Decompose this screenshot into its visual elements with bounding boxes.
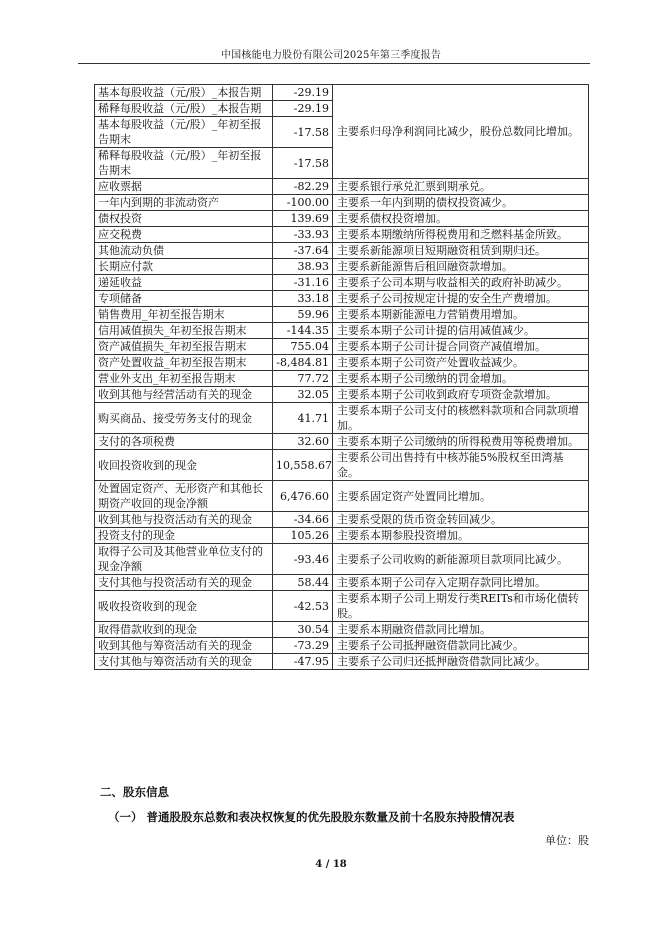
table-row	[95, 544, 589, 575]
table-row	[95, 291, 589, 307]
item-cell: 取得借款收到的现金	[95, 622, 273, 638]
reason-cell: 主要系本期子公司存入定期存款同比增加。	[333, 575, 589, 591]
pct-cell: -31.16	[273, 275, 333, 291]
pct-cell: -42.53	[273, 591, 333, 622]
pct-cell: -73.29	[273, 638, 333, 654]
reason-cell: 主要系债权投资增加。	[333, 211, 589, 227]
page-header: 中国核能电力股份有限公司2025年第三季度报告	[220, 50, 442, 61]
reason-cell: 主要系本期子公司资产处置收益减少。	[333, 355, 589, 371]
item-cell: 其他流动负债	[95, 243, 273, 259]
table-row	[95, 654, 589, 670]
header-divider	[78, 63, 590, 64]
reason-cell: 主要系一年内到期的债权投资减少。	[333, 195, 589, 211]
table-row	[95, 307, 589, 323]
item-cell: 基本每股收益（元/股）_本报告期	[95, 85, 273, 101]
reason-cell: 主要系银行承兑汇票到期承兑。	[333, 179, 589, 195]
item-cell: 应收票据	[95, 179, 273, 195]
item-cell: 基本每股收益（元/股）_年初至报告期末	[95, 117, 273, 148]
table-row	[95, 528, 589, 544]
item-cell: 专项储备	[95, 291, 273, 307]
table-row	[95, 259, 589, 275]
reason-cell: 主要系本期子公司缴纳的所得税费用等税费增加。	[333, 434, 589, 450]
table-row	[95, 195, 589, 211]
reason-cell: 主要系本期子公司上期发行类REITs和市场化债转股。	[333, 591, 589, 622]
pct-cell: 58.44	[273, 575, 333, 591]
item-cell: 取得子公司及其他营业单位支付的现金净额	[95, 544, 273, 575]
reason-cell: 主要系本期子公司收到政府专项资金款增加。	[333, 387, 589, 403]
reason-cell: 主要系本期子公司支付的核燃料款项和合同款项增加。	[333, 403, 589, 434]
pct-cell: -100.00	[273, 195, 333, 211]
table-row	[95, 355, 589, 371]
pct-cell: -144.35	[273, 323, 333, 339]
reason-cell: 主要系本期子公司计提合同资产减值增加。	[333, 339, 589, 355]
item-cell: 长期应付款	[95, 259, 273, 275]
pct-cell: 32.05	[273, 387, 333, 403]
item-cell: 资产减值损失_年初至报告期末	[95, 339, 273, 355]
table-row	[95, 227, 589, 243]
table-row	[95, 450, 589, 481]
table-row	[95, 638, 589, 654]
reason-cell: 主要系受限的货币资金转回减少。	[333, 512, 589, 528]
pct-cell: -29.19	[273, 85, 333, 101]
item-cell: 稀释每股收益（元/股）_年初至报告期末	[95, 148, 273, 179]
reason-cell: 主要系本期缴纳所得税费用和乏燃料基金所致。	[333, 227, 589, 243]
table-row	[95, 371, 589, 387]
item-cell: 购买商品、接受劳务支付的现金	[95, 403, 273, 434]
unit-label: 单位：股	[545, 834, 589, 847]
item-cell: 债权投资	[95, 211, 273, 227]
pct-cell: -33.93	[273, 227, 333, 243]
reason-cell: 主要系子公司本期与收益相关的政府补助减少。	[333, 275, 589, 291]
pct-cell: -93.46	[273, 544, 333, 575]
item-cell: 稀释每股收益（元/股）_本报告期	[95, 101, 273, 117]
table-row	[95, 591, 589, 622]
item-cell: 一年内到期的非流动资产	[95, 195, 273, 211]
item-cell: 收到其他与投资活动有关的现金	[95, 512, 273, 528]
pct-cell: -29.19	[273, 101, 333, 117]
pct-cell: 139.69	[273, 211, 333, 227]
table-row	[95, 85, 589, 101]
item-cell: 应交税费	[95, 227, 273, 243]
reason-cell: 主要系本期参股投资增加。	[333, 528, 589, 544]
item-cell: 营业外支出_年初至报告期末	[95, 371, 273, 387]
pct-cell: -34.66	[273, 512, 333, 528]
item-cell: 收到其他与经营活动有关的现金	[95, 387, 273, 403]
table-row	[95, 403, 589, 434]
pct-cell: 30.54	[273, 622, 333, 638]
reason-cell: 主要系本期子公司计提的信用减值减少。	[333, 323, 589, 339]
reason-cell: 主要系本期新能源电力营销费用增加。	[333, 307, 589, 323]
pct-cell: -47.95	[273, 654, 333, 670]
change-reason-table	[94, 84, 589, 670]
item-cell: 信用减值损失_年初至报告期末	[95, 323, 273, 339]
table-row	[95, 622, 589, 638]
page-number: 4 / 18	[315, 859, 347, 870]
table-row	[95, 387, 589, 403]
pct-cell: 10,558.67	[273, 450, 333, 481]
reason-cell: 主要系本期融资借款同比增加。	[333, 622, 589, 638]
table-row	[95, 179, 589, 195]
table-row	[95, 434, 589, 450]
pct-cell: 755.04	[273, 339, 333, 355]
reason-cell: 主要系子公司抵押融资借款同比减少。	[333, 638, 589, 654]
pct-cell: 32.60	[273, 434, 333, 450]
table-row	[95, 339, 589, 355]
pct-cell: -8,484.81	[273, 355, 333, 371]
table-row	[95, 512, 589, 528]
item-cell: 投资支付的现金	[95, 528, 273, 544]
pct-cell: 6,476.60	[273, 481, 333, 512]
section-title: 二、股东信息	[100, 785, 169, 799]
pct-cell: 77.72	[273, 371, 333, 387]
item-cell: 支付其他与筹资活动有关的现金	[95, 654, 273, 670]
item-cell: 收到其他与筹资活动有关的现金	[95, 638, 273, 654]
reason-cell: 主要系固定资产处置同比增加。	[333, 481, 589, 512]
item-cell: 资产处置收益_年初至报告期末	[95, 355, 273, 371]
pct-cell: -82.29	[273, 179, 333, 195]
item-cell: 递延收益	[95, 275, 273, 291]
reason-cell: 主要系新能源项目短期融资租赁到期归还。	[333, 243, 589, 259]
item-cell: 支付的各项税费	[95, 434, 273, 450]
pct-cell: 105.26	[273, 528, 333, 544]
table-row	[95, 481, 589, 512]
table-row	[95, 243, 589, 259]
pct-cell: 59.96	[273, 307, 333, 323]
subsection-title: （一） 普通股股东总数和表决权恢复的优先股股东数量及前十名股东持股情况表	[108, 810, 515, 824]
reason-cell-eps: 主要系归母净利润同比减少，股份总数同比增加。	[333, 85, 589, 179]
table-row	[95, 211, 589, 227]
pct-cell: -37.64	[273, 243, 333, 259]
pct-cell: 41.71	[273, 403, 333, 434]
item-cell: 支付其他与投资活动有关的现金	[95, 575, 273, 591]
table-row	[95, 275, 589, 291]
reason-cell: 主要系本期子公司缴纳的罚金增加。	[333, 371, 589, 387]
reason-cell: 主要系子公司收购的新能源项目款项同比减少。	[333, 544, 589, 575]
reason-cell: 主要系子公司按规定计提的安全生产费增加。	[333, 291, 589, 307]
pct-cell: 38.93	[273, 259, 333, 275]
table-row	[95, 575, 589, 591]
pct-cell: -17.58	[273, 117, 333, 148]
reason-cell: 主要系新能源售后租回融资款增加。	[333, 259, 589, 275]
table-row	[95, 323, 589, 339]
item-cell: 销售费用_年初至报告期末	[95, 307, 273, 323]
pct-cell: 33.18	[273, 291, 333, 307]
reason-cell: 主要系子公司归还抵押融资借款同比减少。	[333, 654, 589, 670]
item-cell: 收回投资收到的现金	[95, 450, 273, 481]
item-cell: 吸收投资收到的现金	[95, 591, 273, 622]
reason-cell: 主要系公司出售持有中核苏能5%股权至田湾基金。	[333, 450, 589, 481]
item-cell: 处置固定资产、无形资产和其他长期资产收回的现金净额	[95, 481, 273, 512]
pct-cell: -17.58	[273, 148, 333, 179]
